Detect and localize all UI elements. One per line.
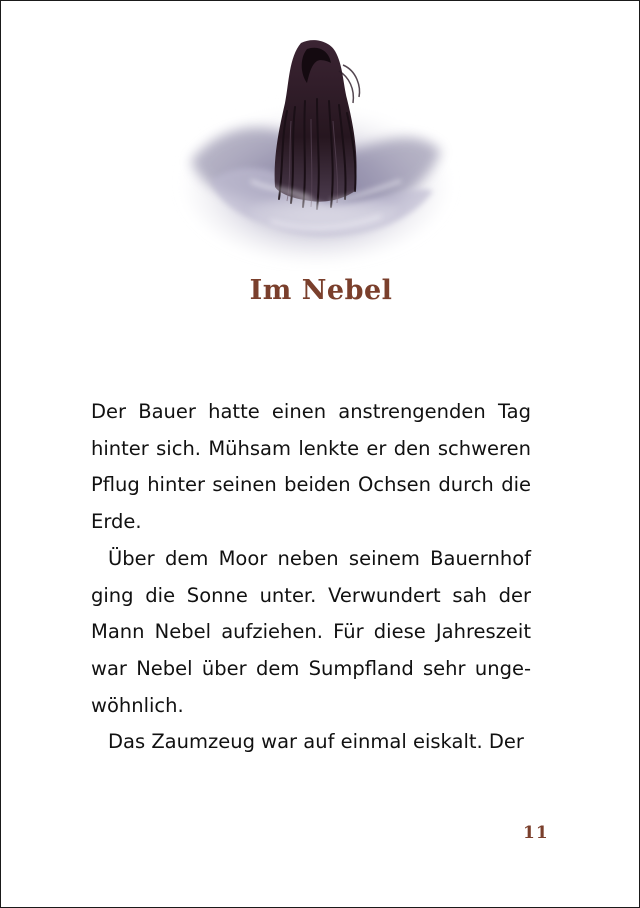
chapter-title: Im Nebel [249, 275, 393, 306]
text-line: war Nebel über dem Sumpfland sehr unge- [91, 656, 531, 680]
page-number: 11 [523, 823, 549, 843]
text-line: Erde. [91, 510, 142, 534]
text-line: hinter sich. Mühsam lenkte er den schweren [91, 436, 531, 460]
text-line: Mann Nebel aufziehen. Für diese Jahreszeit [91, 620, 531, 644]
text-line: wöhnlich. [91, 693, 184, 717]
body-text [91, 394, 531, 761]
text-line: Der Bauer hatte einen anstrengenden Tag [91, 400, 531, 423]
hooded-figure-in-mist-illustration [171, 31, 461, 271]
text-line: Das Zaumzeug war auf einmal eiskalt. Der [108, 730, 524, 754]
text-line: Über dem Moor neben seinem Bauernhof [108, 546, 531, 570]
text-line: Pflug hinter seinen beiden Ochsen durch die [91, 473, 531, 497]
text-line: ging die Sonne unter. Verwundert sah der [91, 583, 531, 607]
